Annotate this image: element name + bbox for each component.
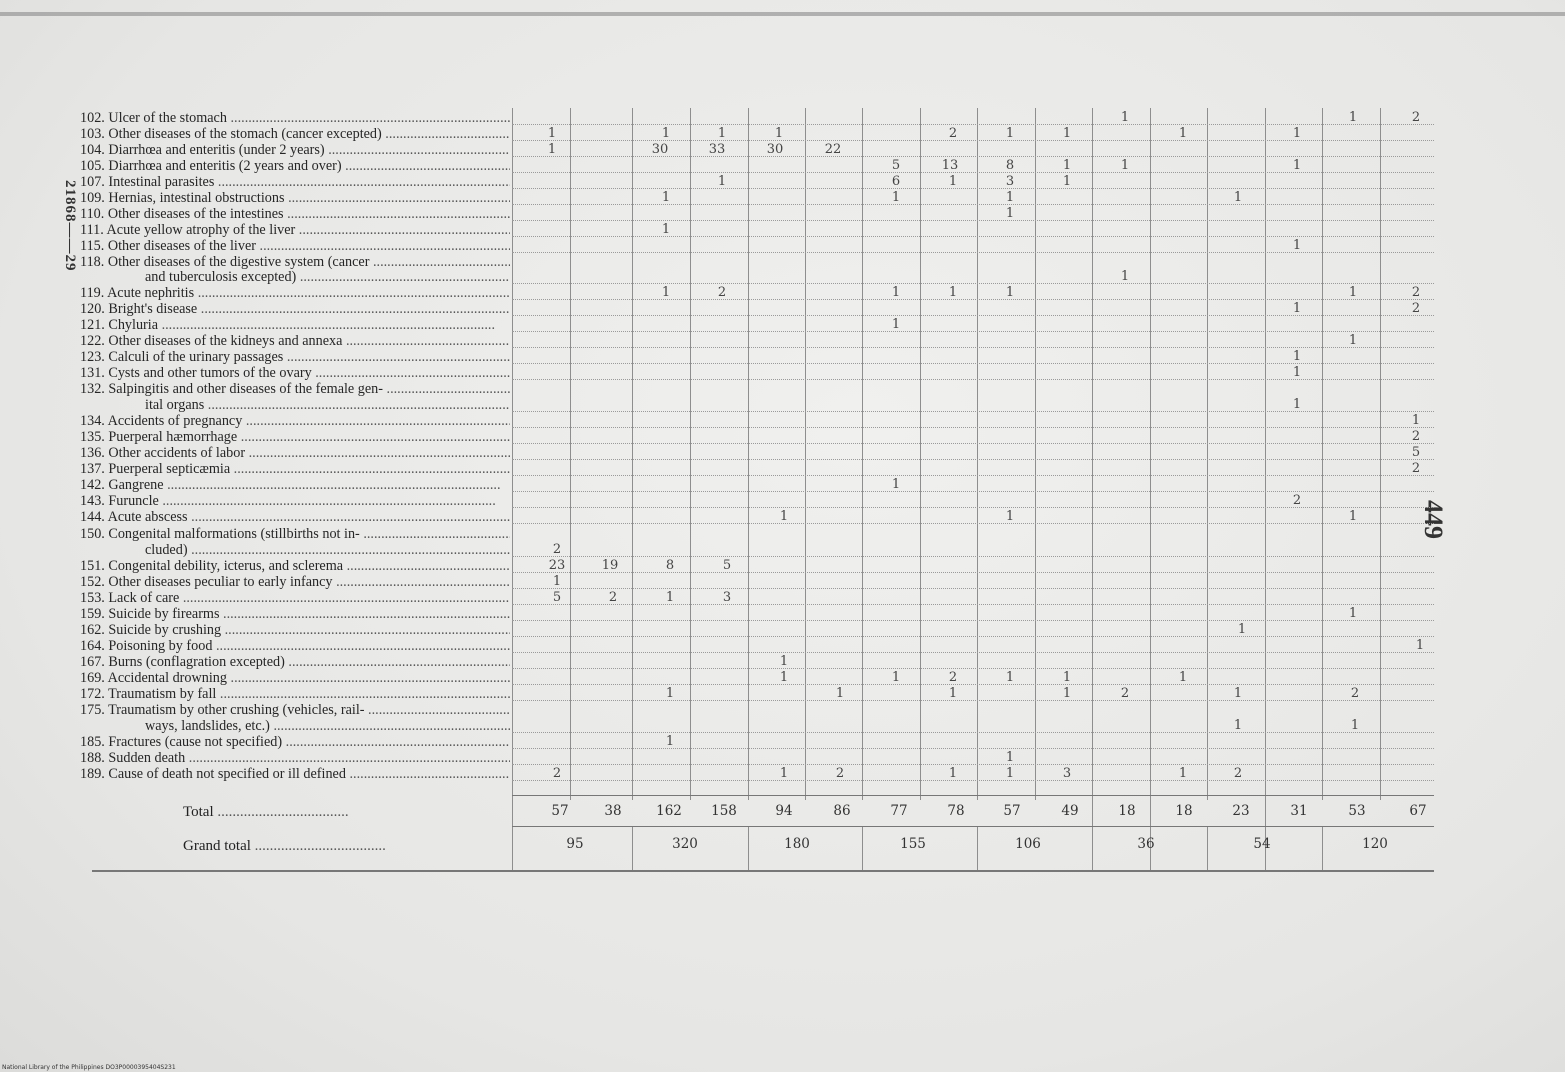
data-cell: 2: [1411, 429, 1421, 444]
data-cell: 1: [1005, 750, 1015, 765]
cause-label: 120. Bright's disease .....: [80, 302, 510, 317]
grand-total-value: 54: [1253, 836, 1271, 852]
row-leader: [512, 427, 1434, 429]
cause-label: 134. Accidents of pregnancy .....: [80, 414, 510, 429]
data-cell: 2: [948, 670, 958, 685]
data-cell: 1: [1292, 158, 1302, 173]
total-value: 49: [1061, 803, 1079, 819]
cause-label: 132. Salpingitis and other diseases of the female gen- .....: [80, 382, 510, 397]
data-cell: 8: [1005, 158, 1015, 173]
data-cell: 1: [717, 174, 727, 189]
cause-label: 144. Acute abscess .....: [80, 510, 510, 525]
data-cell: 1: [717, 126, 727, 141]
column-rule: [920, 108, 921, 800]
row-leader: [512, 668, 1434, 670]
data-cell: 2: [1411, 110, 1421, 125]
total-value: 78: [947, 803, 965, 819]
cause-label: 162. Suicide by crushing .....: [80, 623, 510, 638]
data-cell: 3: [722, 590, 732, 605]
row-leader: [512, 636, 1434, 638]
data-cell: 2: [1350, 686, 1360, 701]
cause-label: 137. Puerperal septicæmia .....: [80, 462, 510, 477]
data-cell: 1: [1178, 126, 1188, 141]
grand-total-rule: [632, 826, 633, 870]
grand-total-rule: [1322, 826, 1323, 870]
cause-label: 123. Calculi of the urinary passages .....: [80, 350, 510, 365]
data-cell: 2: [1411, 461, 1421, 476]
column-rule: [1150, 108, 1151, 800]
row-leader: [512, 443, 1434, 445]
total-value: 38: [604, 803, 622, 819]
data-cell: 2: [552, 542, 562, 557]
row-leader: [512, 780, 1434, 782]
data-cell: 6: [891, 174, 901, 189]
data-cell: 2: [1411, 301, 1421, 316]
data-cell: 1: [891, 477, 901, 492]
data-cell: 1: [835, 686, 845, 701]
cause-label: 121. Chyluria .....: [80, 318, 510, 333]
total-value: 18: [1118, 803, 1136, 819]
data-cell: 1: [547, 142, 557, 157]
data-cell: 1: [661, 285, 671, 300]
data-cell: 2: [1120, 686, 1130, 701]
data-cell: 23: [548, 558, 566, 573]
grand-total-value: 320: [672, 836, 698, 852]
row-leader: [512, 652, 1434, 654]
cause-label: 189. Cause of death not specified or ill defined .....: [80, 767, 510, 782]
row-leader: [512, 700, 1434, 702]
data-cell: 1: [1120, 269, 1130, 284]
data-cell: 5: [891, 158, 901, 173]
data-cell: 2: [1292, 493, 1302, 508]
grand-total-rule: [862, 826, 863, 870]
data-cell: 1: [665, 734, 675, 749]
data-cell: 1: [1062, 686, 1072, 701]
data-cell: 1: [891, 190, 901, 205]
data-cell: 1: [1292, 238, 1302, 253]
column-rule: [748, 108, 749, 800]
data-cell: 2: [717, 285, 727, 300]
data-cell: 1: [891, 285, 901, 300]
data-cell: 1: [665, 590, 675, 605]
data-cell: 1: [1005, 766, 1015, 781]
column-rule: [1265, 800, 1266, 870]
data-cell: 1: [1292, 365, 1302, 380]
cause-label: 131. Cysts and other tumors of the ovary .....: [80, 366, 510, 381]
column-rule: [862, 108, 863, 800]
row-leader: [512, 459, 1434, 461]
data-cell: 1: [1348, 333, 1358, 348]
data-cell: 1: [779, 654, 789, 669]
grand-total-value: 36: [1137, 836, 1155, 852]
data-cell: 1: [1062, 158, 1072, 173]
data-cell: 30: [766, 142, 784, 157]
data-cell: 2: [1233, 766, 1243, 781]
row-leader: [512, 732, 1434, 734]
data-cell: 1: [1348, 509, 1358, 524]
grand-total-value: 180: [784, 836, 810, 852]
column-rule: [570, 108, 571, 800]
data-cell: 1: [1005, 126, 1015, 141]
row-leader: [512, 220, 1434, 222]
data-cell: 1: [779, 670, 789, 685]
data-cell: 1: [1233, 718, 1243, 733]
data-cell: 1: [1062, 670, 1072, 685]
grand-total-label: Grand total .....: [183, 838, 386, 855]
row-leader: [512, 684, 1434, 686]
cause-label: 188. Sudden death .....: [80, 751, 510, 766]
data-cell: 1: [661, 222, 671, 237]
data-cell: 33: [708, 142, 726, 157]
column-rule: [1265, 108, 1266, 800]
cause-label: 104. Diarrhœa and enteritis (under 2 years) .....: [80, 143, 510, 158]
data-cell: 1: [1292, 397, 1302, 412]
cause-label: 119. Acute nephritis .....: [80, 286, 510, 301]
row-leader: [512, 620, 1434, 622]
data-cell: 30: [651, 142, 669, 157]
data-cell: 8: [665, 558, 675, 573]
row-leader: [512, 523, 1434, 525]
total-value: 18: [1175, 803, 1193, 819]
column-rule: [977, 108, 978, 800]
total-value: 23: [1232, 803, 1250, 819]
row-leader: [512, 188, 1434, 190]
cause-label: 142. Gangrene .....: [80, 478, 510, 493]
column-rule: [805, 108, 806, 800]
row-leader: [512, 604, 1434, 606]
grand-total-rule: [1207, 826, 1208, 870]
total-value: 31: [1290, 803, 1308, 819]
data-cell: 2: [948, 126, 958, 141]
data-cell: 1: [1237, 622, 1247, 637]
cause-label: 107. Intestinal parasites .....: [80, 175, 510, 190]
cause-label: 105. Diarrhœa and enteritis (2 years and over) .....: [80, 159, 510, 174]
data-cell: 1: [1348, 285, 1358, 300]
grand-total-rule-top: [512, 826, 1434, 827]
data-cell: 1: [779, 766, 789, 781]
column-rule: [1207, 108, 1208, 800]
page-top-edge: [0, 12, 1565, 16]
data-cell: 2: [608, 590, 618, 605]
data-cell: 1: [1120, 158, 1130, 173]
data-cell: 19: [601, 558, 619, 573]
cause-label: 159. Suicide by firearms .....: [80, 607, 510, 622]
column-rule: [1322, 108, 1323, 800]
cause-label: 103. Other diseases of the stomach (cancer excepted) .....: [80, 127, 510, 142]
row-leader: [512, 331, 1434, 333]
cause-label: 185. Fractures (cause not specified) .....: [80, 735, 510, 750]
total-value: 57: [1003, 803, 1021, 819]
data-cell: 5: [1411, 445, 1421, 460]
cause-label: 164. Poisoning by food .....: [80, 639, 510, 654]
cause-label: 136. Other accidents of labor .....: [80, 446, 510, 461]
row-leader: [512, 748, 1434, 750]
total-value: 162: [656, 803, 682, 819]
data-cell: 1: [891, 670, 901, 685]
data-cell: 1: [661, 126, 671, 141]
data-cell: 1: [1178, 766, 1188, 781]
cause-label: 153. Lack of care .....: [80, 591, 510, 606]
side-print-number: 21868——29: [62, 180, 78, 272]
row-leader: [512, 588, 1434, 590]
column-rule: [1092, 108, 1093, 800]
data-cell: 1: [1178, 670, 1188, 685]
data-cell: 3: [1062, 766, 1072, 781]
column-rule: [1380, 108, 1381, 800]
data-cell: 1: [1062, 126, 1072, 141]
total-value: 67: [1409, 803, 1427, 819]
data-cell: 1: [1415, 638, 1425, 653]
grand-total-rule: [1092, 826, 1093, 870]
data-cell: 1: [1233, 190, 1243, 205]
data-cell: 1: [1292, 301, 1302, 316]
data-cell: 22: [824, 142, 842, 157]
row-leader: [512, 283, 1434, 285]
data-cell: 1: [1005, 190, 1015, 205]
data-cell: 1: [948, 285, 958, 300]
data-cell: 1: [1348, 110, 1358, 125]
data-cell: 1: [948, 686, 958, 701]
cause-label: 111. Acute yellow atrophy of the liver .....: [80, 223, 510, 238]
data-cell: 5: [722, 558, 732, 573]
page-number: 449: [1419, 500, 1448, 539]
cause-label: 135. Puerperal hæmorrhage .....: [80, 430, 510, 445]
data-cell: 1: [891, 317, 901, 332]
data-cell: 1: [1292, 126, 1302, 141]
total-value: 77: [890, 803, 908, 819]
data-cell: 1: [1005, 509, 1015, 524]
data-cell: 1: [1005, 206, 1015, 221]
total-value: 158: [711, 803, 737, 819]
data-cell: 1: [948, 766, 958, 781]
cause-label: ways, landslides, etc.) .....: [80, 719, 510, 734]
data-cell: 2: [835, 766, 845, 781]
data-cell: 1: [1233, 686, 1243, 701]
cause-label: cluded) .....: [80, 543, 510, 558]
cause-label: 169. Accidental drowning .....: [80, 671, 510, 686]
data-cell: 1: [1062, 174, 1072, 189]
column-rule: [1150, 800, 1151, 870]
cause-label: 175. Traumatism by other crushing (vehicles, rail- .....: [80, 703, 510, 718]
column-rule: [690, 108, 691, 800]
cause-label: ital organs .....: [80, 398, 510, 413]
data-cell: 1: [665, 686, 675, 701]
cause-label: 115. Other diseases of the liver .....: [80, 239, 510, 254]
total-value: 53: [1348, 803, 1366, 819]
row-leader: [512, 556, 1434, 558]
data-cell: 1: [661, 190, 671, 205]
cause-label: 102. Ulcer of the stomach .....: [80, 111, 510, 126]
grand-total-value: 120: [1362, 836, 1388, 852]
data-cell: 1: [1005, 670, 1015, 685]
cause-label: 151. Congenital debility, icterus, and sclerema .....: [80, 559, 510, 574]
data-cell: 2: [1411, 285, 1421, 300]
cause-label: 150. Congenital malformations (stillbirths not in- .....: [80, 527, 510, 542]
row-leader: [512, 475, 1434, 477]
data-cell: 1: [547, 126, 557, 141]
cause-label: 172. Traumatism by fall .....: [80, 687, 510, 702]
total-value: 57: [551, 803, 569, 819]
data-cell: 1: [1348, 606, 1358, 621]
data-cell: 1: [779, 509, 789, 524]
data-cell: 3: [1005, 174, 1015, 189]
cause-label: 122. Other diseases of the kidneys and annexa .....: [80, 334, 510, 349]
cause-label: 118. Other diseases of the digestive system (cancer .....: [80, 255, 510, 270]
footer-credit: National Library of the Philippines DO3P0000395404S231: [2, 1064, 176, 1071]
data-cell: 1: [1120, 110, 1130, 125]
total-top-rule: [512, 795, 1434, 796]
grand-total-value: 155: [900, 836, 926, 852]
column-rule: [1035, 108, 1036, 800]
row-leader: [512, 572, 1434, 574]
column-rule: [512, 108, 513, 870]
column-rule: [632, 108, 633, 800]
data-cell: 1: [552, 574, 562, 589]
row-leader: [512, 764, 1434, 766]
cause-label: and tuberculosis excepted) .....: [80, 270, 510, 285]
data-cell: 1: [948, 174, 958, 189]
cause-label: 167. Burns (conflagration excepted) .....: [80, 655, 510, 670]
data-cell: 1: [1005, 285, 1015, 300]
data-cell: 1: [1292, 349, 1302, 364]
data-cell: 5: [552, 590, 562, 605]
data-cell: 1: [774, 126, 784, 141]
data-cell: 13: [941, 158, 959, 173]
total-label: Total .....: [183, 804, 349, 821]
grand-total-rule: [977, 826, 978, 870]
grand-total-value: 106: [1015, 836, 1041, 852]
grand-total-rule: [748, 826, 749, 870]
total-value: 94: [775, 803, 793, 819]
grand-total-value: 95: [566, 836, 584, 852]
table-bottom-rule: [92, 870, 1434, 872]
data-cell: 1: [1350, 718, 1360, 733]
cause-label: 143. Furuncle .....: [80, 494, 510, 509]
data-cell: 1: [1411, 413, 1421, 428]
cause-label: 110. Other diseases of the intestines .....: [80, 207, 510, 222]
cause-label: 152. Other diseases peculiar to early infancy .....: [80, 575, 510, 590]
data-cell: 2: [552, 766, 562, 781]
cause-label: 109. Hernias, intestinal obstructions .....: [80, 191, 510, 206]
total-value: 86: [833, 803, 851, 819]
